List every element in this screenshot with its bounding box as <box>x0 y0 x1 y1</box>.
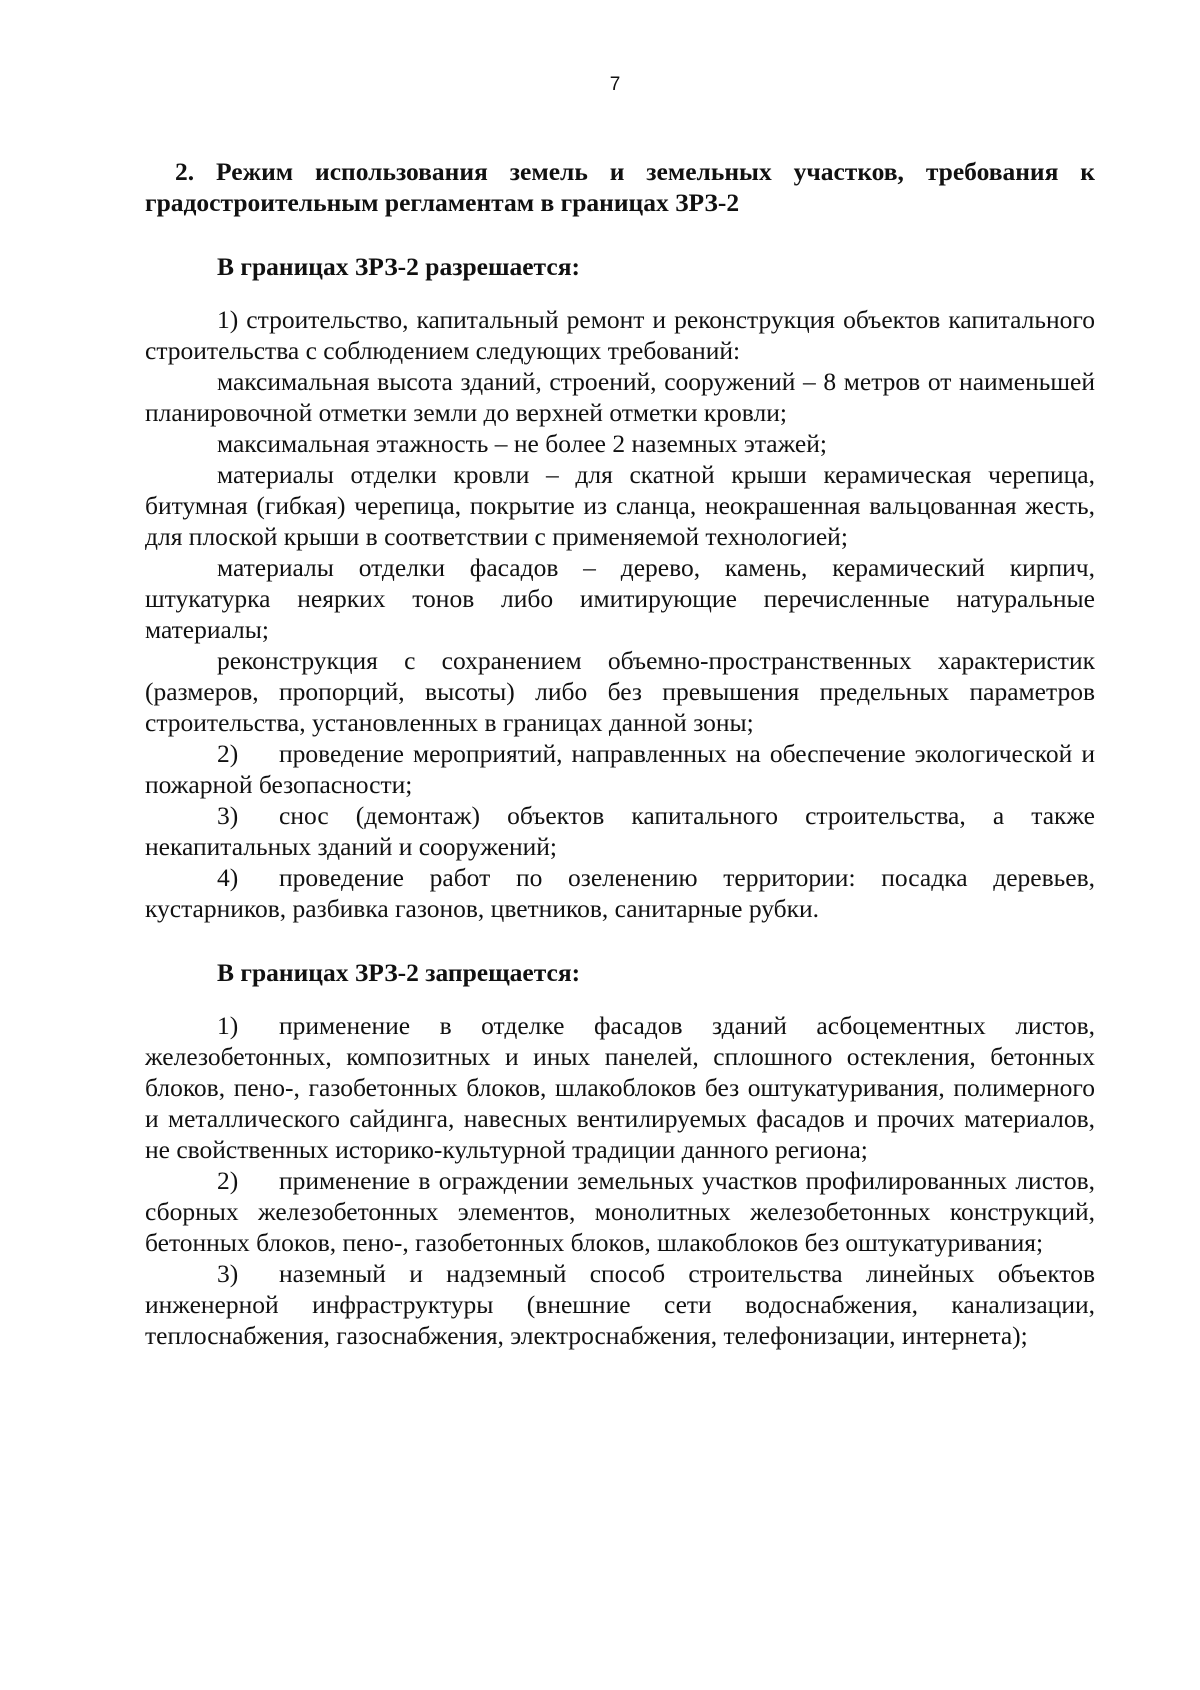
item-text: наземный и надземный способ строительства линейных объектов инженерной инфраструктуры (внешние сети водоснабжения, канализации, теплоснабжения, газоснабжения, электроснабжения, телефонизации, интернета); <box>145 1259 1095 1350</box>
item-number: 3) <box>217 1259 239 1288</box>
permitted-item <box>145 800 1095 862</box>
permitted-item <box>145 738 1095 800</box>
item-number: 4) <box>217 863 239 892</box>
item-number: 2) <box>217 1166 239 1195</box>
prohibited-heading: В границах ЗРЗ-2 запрещается: <box>217 958 581 987</box>
section-title: 2. Режим использования земель и земельных участков, требования к градостроительным регламентам в границах ЗРЗ-2 <box>145 157 1095 217</box>
permitted-paragraph: реконструкция с сохранением объемно-пространственных характеристик (размеров, пропорций, высоты) либо без превышения предельных параметров строительства, установленных в границах данной зоны; <box>145 646 1095 737</box>
permitted-paragraph: 1) строительство, капитальный ремонт и реконструкция объектов капитального строительства с соблюдением следующих требований: <box>145 305 1095 365</box>
page-number: 7 <box>609 74 621 95</box>
prohibited-item <box>145 1165 1095 1258</box>
permitted-paragraph: максимальная этажность – не более 2 наземных этажей; <box>217 429 827 458</box>
permitted-item <box>145 862 1095 924</box>
item-text: проведение мероприятий, направленных на обеспечение экологической и пожарной безопасности; <box>145 739 1095 799</box>
item-number: 3) <box>217 801 239 830</box>
item-number: 1) <box>217 1011 239 1040</box>
item-text: применение в ограждении земельных участков профилированных листов, сборных железобетонных элементов, монолитных железобетонных конструкций, бетонных блоков, пено-, газобетонных блоков, шлакоблоков без оштукатуривания; <box>145 1166 1095 1257</box>
permitted-paragraph: максимальная высота зданий, строений, сооружений – 8 метров от наименьшей планировочной отметки земли до верхней отметки кровли; <box>145 367 1095 427</box>
permitted-paragraph: материалы отделки фасадов – дерево, камень, керамический кирпич, штукатурка неярких тонов либо имитирующие перечисленные натуральные материалы; <box>145 553 1095 644</box>
item-number: 2) <box>217 739 239 768</box>
prohibited-item <box>145 1010 1095 1165</box>
permitted-heading: В границах ЗРЗ-2 разрешается: <box>217 252 580 281</box>
document-body <box>145 156 1095 1351</box>
item-text: снос (демонтаж) объектов капитального строительства, а также некапитальных зданий и сооружений; <box>145 801 1095 861</box>
permitted-paragraph: материалы отделки кровли – для скатной крыши керамическая черепица, битумная (гибкая) черепица, покрытие из сланца, неокрашенная вальцованная жесть, для плоской крыши в соответствии с применяемой технологией; <box>145 460 1095 551</box>
prohibited-item <box>145 1258 1095 1351</box>
item-text: применение в отделке фасадов зданий асбоцементных листов, железобетонных, композитных и иных панелей, сплошного остекления, бетонных блоков, пено-, газобетонных блоков, шлакоблоков без оштукатуривания, полимерного и металлического сайдинга, навесных вентилируемых фасадов и прочих материалов, не свойственных историко-культурной традиции данного региона; <box>145 1011 1095 1164</box>
item-text: проведение работ по озеленению территории: посадка деревьев, кустарников, разбивка газонов, цветников, санитарные рубки. <box>145 863 1095 923</box>
